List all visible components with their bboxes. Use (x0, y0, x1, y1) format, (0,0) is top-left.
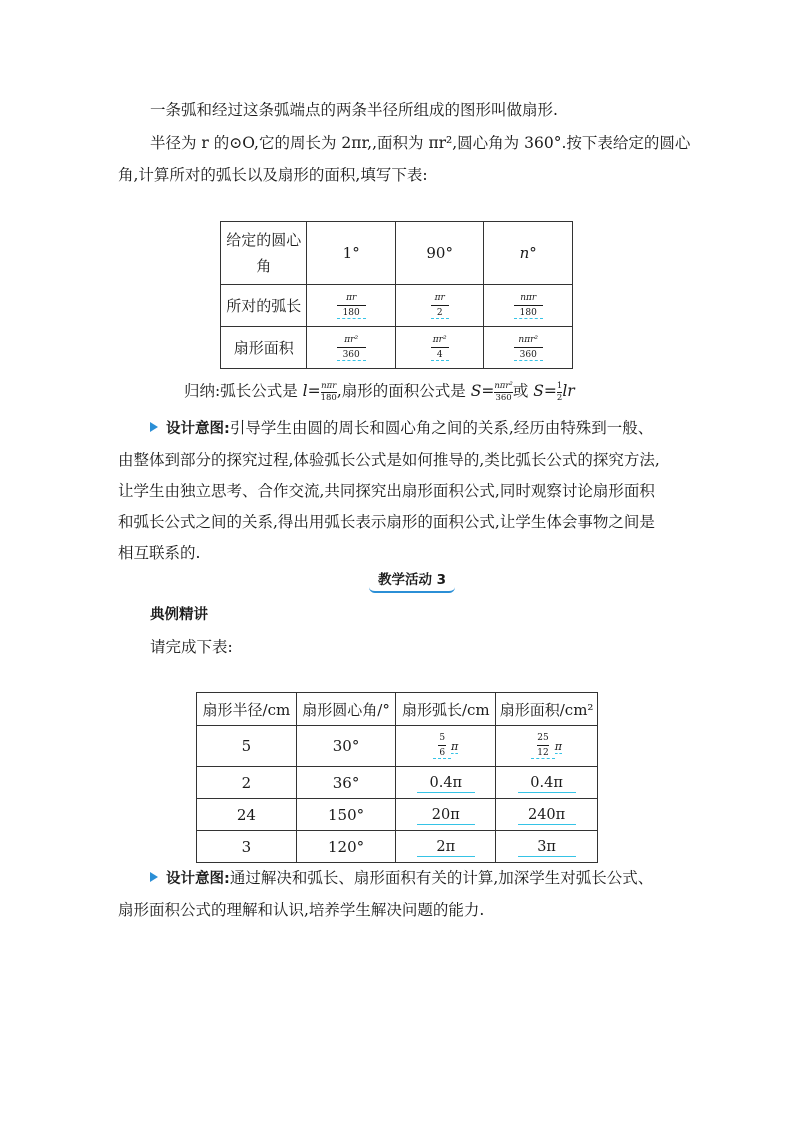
table-row (197, 799, 598, 831)
area-answer: 3π (518, 839, 576, 857)
summary-l-num: nπr (321, 380, 337, 391)
design-intent-1-line-4: 和弧长公式之间的关系,得出用弧长表示扇形的面积公式,让学生体会事物之间是 (118, 513, 655, 531)
area-den-1: 360 (337, 350, 366, 361)
summary-or: 或 (512, 382, 534, 400)
intro-line-2: 半径为 r 的⊙O,它的周长为 2πr,,面积为 πr²,圆心角为 360°.按下表给定的圆心 (150, 134, 691, 152)
header-radius: 扇形半径/cm (197, 693, 297, 726)
activity-badge: 教学活动 3 (369, 571, 455, 593)
summary-s2: S= (533, 382, 557, 400)
area-cell (496, 726, 598, 767)
header-area: 扇形面积/cm² (496, 693, 598, 726)
area-den-3: 360 (514, 350, 543, 361)
area-frac-den: 12 (531, 748, 554, 759)
arc-num-3: nπr (520, 292, 537, 303)
angle-cell: 120° (296, 831, 396, 863)
design-intent-1-line-3: 让学生由独立思考、合作交流,共同探究出扇形面积公式,同时观察讨论扇形面积 (118, 482, 655, 500)
angle-cell: 30° (296, 726, 396, 767)
design-intent-label: 设计意图: (166, 871, 230, 887)
area-num-1: πr² (344, 334, 359, 345)
angle-cell-1: 1° (307, 222, 396, 285)
summary-half-num: 1 (556, 380, 563, 391)
header-label-line2: 角 (256, 257, 272, 275)
angle-cell-3: n° (484, 222, 573, 285)
area-answer: 0.4π (518, 775, 576, 793)
arc-answer: 2π (417, 839, 475, 857)
area-frac-num: 25 (537, 733, 549, 743)
area-cell (496, 799, 598, 831)
summary-l-den: 180 (320, 392, 337, 403)
arc-frac-den: 6 (433, 748, 451, 759)
summary-l: l= (302, 382, 321, 400)
table-row (197, 726, 598, 767)
summary-mid: ,扇形的面积公式是 (336, 382, 471, 400)
area-cell (496, 767, 598, 799)
summary-lr: lr (562, 382, 575, 400)
triangle-bullet-icon (150, 422, 158, 432)
angle-table (220, 221, 573, 369)
area-den-2: 4 (431, 350, 449, 361)
arc-cell (396, 799, 496, 831)
summary-prefix: 归纳:弧长公式是 (184, 382, 303, 400)
row-arc-label: 所对的弧长 (221, 285, 307, 327)
area-answer: 240π (518, 807, 576, 825)
table1-header-label (221, 222, 307, 285)
header-label-line1: 给定的圆心 (226, 231, 302, 249)
summary-s-den: 360 (495, 392, 512, 403)
arc-answer: 20π (417, 807, 475, 825)
arc-cell (396, 767, 496, 799)
intro-line-1: 一条弧和经过这条弧端点的两条半径所组成的图形叫做扇形. (150, 101, 558, 119)
area-cell (496, 831, 598, 863)
design-intent-1-line-2: 由整体到部分的探究过程,体验弧长公式是如何推导的,类比弧长公式的探究方法, (118, 451, 660, 469)
intro-line-3: 角,计算所对的弧长以及扇形的面积,填写下表: (118, 166, 428, 184)
design1-text-1: 引导学生由圆的周长和圆心角之间的关系,经历由特殊到一般、 (229, 419, 654, 437)
design-intent-2-line-2: 扇形面积公式的理解和认识,培养学生解决问题的能力. (118, 901, 485, 919)
summary-s: S= (470, 382, 495, 400)
header-arc: 扇形弧长/cm (396, 693, 496, 726)
summary-s-num: nπr² (494, 380, 513, 391)
area-cell-1 (307, 327, 396, 369)
arc-answer: 0.4π (417, 775, 475, 793)
arc-den-2: 2 (431, 308, 449, 319)
radius-cell: 5 (197, 726, 297, 767)
radius-cell: 2 (197, 767, 297, 799)
arc-cell (396, 831, 496, 863)
area-pi: π (554, 740, 562, 753)
example-title: 典例精讲 (150, 607, 208, 623)
row-area-label: 扇形面积 (221, 327, 307, 369)
arc-cell-3 (484, 285, 573, 327)
radius-cell: 3 (197, 831, 297, 863)
sector-table (196, 692, 598, 863)
design2-text-1: 通过解决和弧长、扇形面积有关的计算,加深学生对弧长公式、 (229, 869, 654, 887)
arc-pi: π (451, 740, 459, 753)
design-intent-1-line-1 (150, 418, 653, 439)
angle-cell: 36° (296, 767, 396, 799)
area-num-3: nπr² (518, 334, 539, 345)
summary-half-den: 2 (556, 392, 563, 403)
area-num-2: πr² (432, 334, 447, 345)
table-row (197, 767, 598, 799)
design-intent-1-line-5: 相互联系的. (118, 544, 201, 562)
design-intent-2-line-1 (150, 868, 653, 889)
arc-num-1: πr (346, 292, 357, 303)
area-cell-3 (484, 327, 573, 369)
header-angle: 扇形圆心角/° (296, 693, 396, 726)
arc-cell-1 (307, 285, 396, 327)
arc-frac-num: 5 (439, 733, 446, 743)
example-prompt: 请完成下表: (150, 638, 233, 656)
design-intent-label: 设计意图: (166, 421, 230, 437)
arc-den-3: 180 (514, 308, 543, 319)
arc-num-2: πr (434, 292, 445, 303)
arc-cell (396, 726, 496, 767)
table-row (197, 831, 598, 863)
radius-cell: 24 (197, 799, 297, 831)
area-cell-2 (395, 327, 484, 369)
arc-den-1: 180 (337, 308, 366, 319)
arc-cell-2 (395, 285, 484, 327)
summary-line (184, 381, 575, 403)
triangle-bullet-icon (150, 872, 158, 882)
angle-cell-2: 90° (395, 222, 484, 285)
angle-cell: 150° (296, 799, 396, 831)
